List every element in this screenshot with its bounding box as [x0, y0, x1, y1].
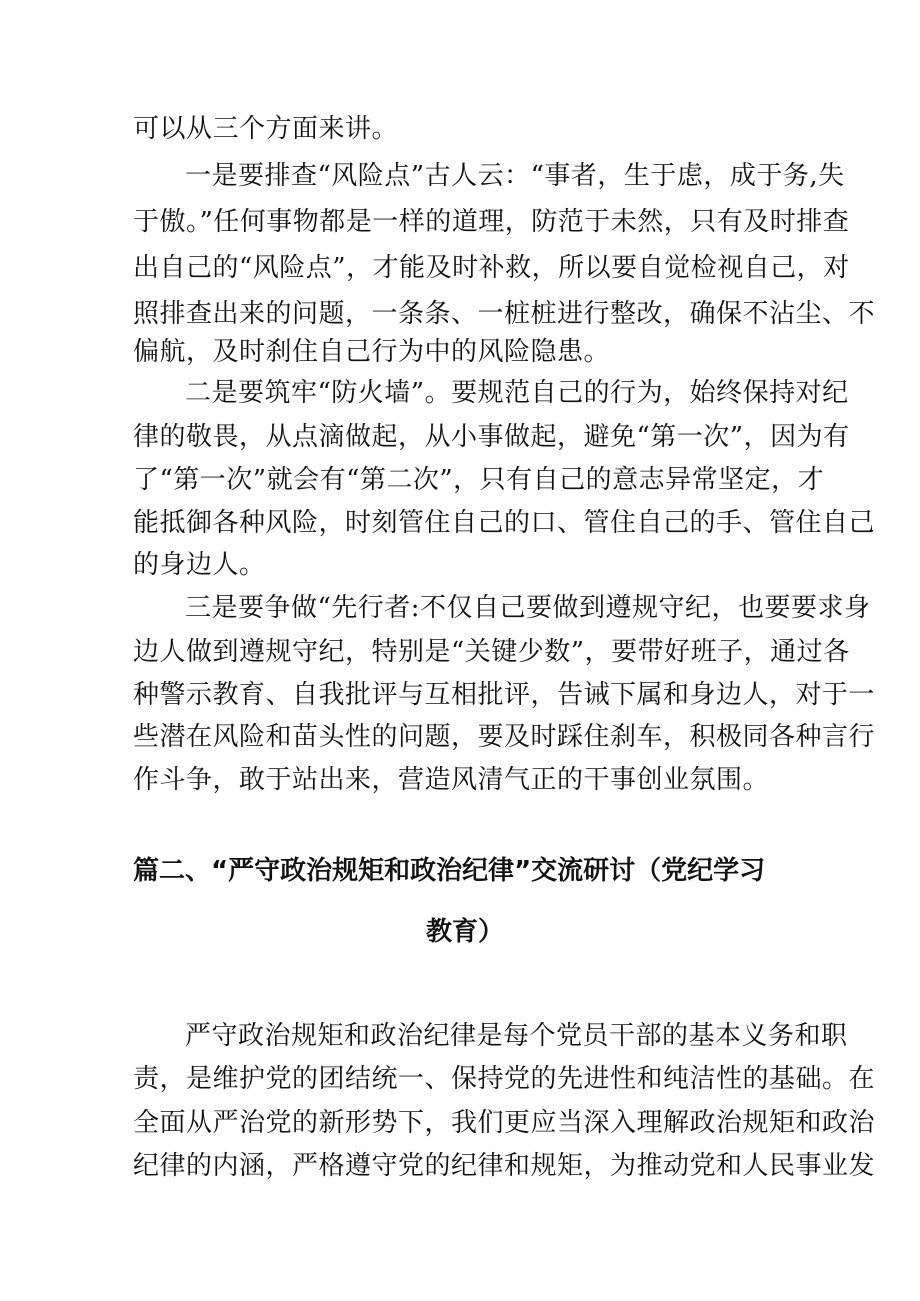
paragraph-line: 三是要争做“先行者:不仅自己要做到遵规守纪，也要要求身: [185, 593, 871, 623]
paragraph-line: 偏航，及时刹住自己行为中的风险隐患。: [133, 337, 611, 367]
paragraph-line: 可以从三个方面来讲。: [133, 114, 399, 144]
paragraph-line: 出自己的“风险点”，才能及时补救，所以要自觉检视自己，对: [133, 253, 850, 283]
paragraph-line: 责，是维护党的团结统一、保持党的先进性和纯洁性的基础。在: [133, 1064, 876, 1094]
paragraph-line: 二是要筑牢“防火墙”。要规范自己的行为，始终保持对纪: [185, 378, 849, 408]
paragraph-line: 些潜在风险和苗头性的问题，要及时踩住刹车，积极同各种言行: [133, 722, 876, 752]
paragraph-line: 一是要排查“风险点”古人云：“事者，生于虑，成于务,失: [185, 161, 845, 191]
paragraph-line: 作斗争，敢于站出来，营造风清气正的干事创业氛围。: [133, 765, 770, 795]
paragraph-line: 照排查出来的问题，一条条、一桩桩进行整改，确保不沾尘、不: [133, 299, 876, 329]
paragraph-line: 边人做到遵规守纪，特别是“关键少数”，要带好班子，通过各: [133, 637, 850, 667]
section-heading: 教育）: [426, 917, 505, 947]
paragraph-line: 能抵御各种风险，时刻管住自己的口、管住自己的手、管住自己: [133, 508, 876, 538]
section-heading: 篇二、“严守政治规矩和政治纪律”交流研讨（党纪学习: [133, 856, 766, 886]
paragraph-line: 纪律的内涵，严格遵守党的纪律和规矩，为推动党和人民事业发: [133, 1151, 876, 1181]
paragraph-line: 全面从严治党的新形势下，我们更应当深入理解政治规矩和政治: [133, 1108, 876, 1138]
paragraph-line: 律的敬畏，从点滴做起，从小事做起，避免“第一次”，因为有: [133, 422, 850, 452]
paragraph-line: 严守政治规矩和政治纪律是每个党员干部的基本义务和职: [185, 1021, 848, 1051]
paragraph-line: 种警示教育、自我批评与互相批评，告诫下属和身边人，对于一: [133, 680, 876, 710]
paragraph-line: 了“第一次”就会有“第二次”，只有自己的意志异常坚定，才: [133, 465, 825, 495]
paragraph-line: 的身边人。: [133, 550, 266, 580]
paragraph-line: 于傲。”任何事物都是一样的道理，防范于未然，只有及时排查: [133, 207, 850, 237]
